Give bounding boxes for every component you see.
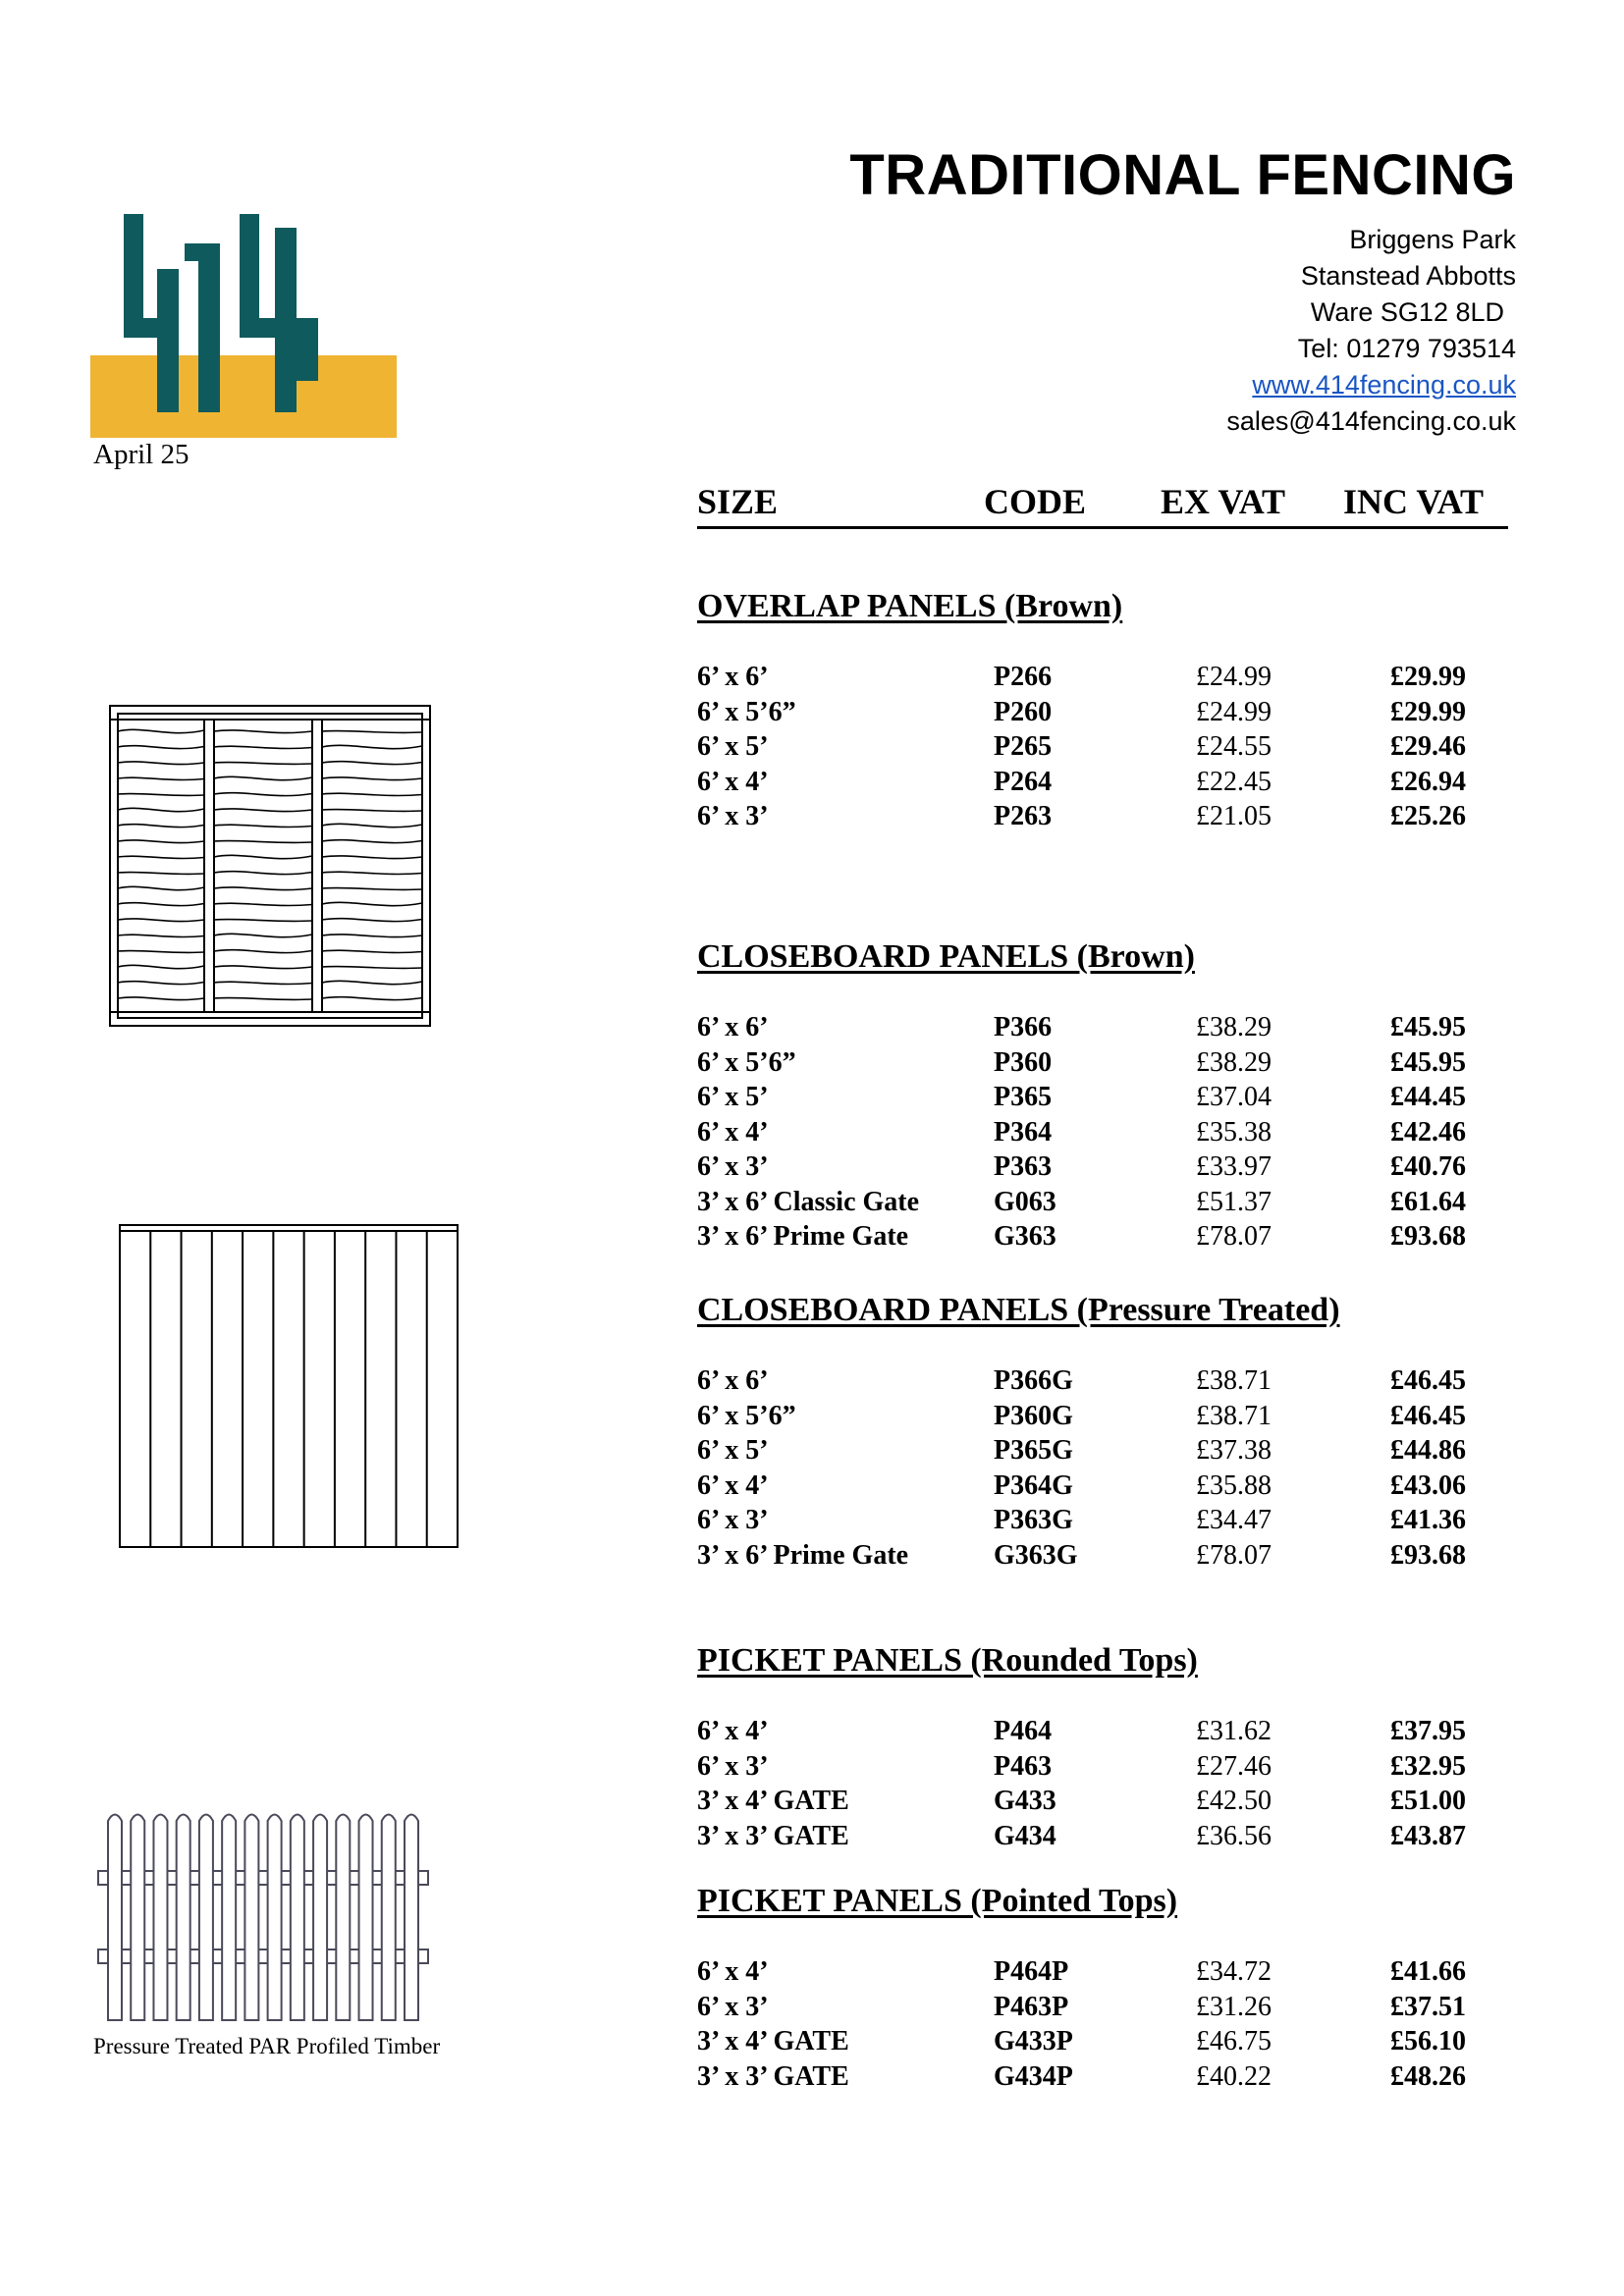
row-size: 3’ x 3’ GATE: [697, 1820, 849, 1851]
address-line-3: Ware SG12 8LD: [1310, 297, 1504, 327]
overlap-board-line: [118, 903, 204, 906]
closeboard-panel-illustration: [118, 1217, 461, 1551]
overlap-board-line: [214, 872, 312, 875]
row-ex-vat: £35.88: [1196, 1469, 1272, 1501]
price-row: [697, 1954, 1581, 1990]
row-code: G363G: [994, 1539, 1078, 1571]
picket-board: [291, 1815, 304, 2021]
column-heading-code: CODE: [984, 482, 1087, 521]
row-inc-vat: £41.36: [1390, 1505, 1466, 1535]
row-inc-vat: £45.95: [1390, 1046, 1466, 1078]
overlap-board-line: [322, 762, 422, 765]
overlap-board-line: [118, 746, 204, 749]
row-inc-vat: £48.26: [1390, 2060, 1466, 2092]
column-heading-size: SIZE: [697, 482, 779, 521]
row-code: P260: [994, 696, 1053, 727]
row-code: G363: [994, 1221, 1056, 1252]
row-code: P360: [994, 1046, 1053, 1078]
section-closeboard-panels-pressure-treated: [697, 1289, 1581, 1573]
picket-board: [382, 1815, 396, 2021]
picket-board: [131, 1815, 144, 2021]
website-link[interactable]: www.414fencing.co.uk: [1252, 370, 1516, 400]
overlap-board-line: [118, 934, 204, 936]
row-ex-vat: £24.99: [1196, 696, 1272, 727]
row-ex-vat: £37.38: [1196, 1435, 1272, 1466]
price-rows: [697, 660, 1581, 834]
row-inc-vat: £44.45: [1390, 1082, 1466, 1112]
row-size: 6’ x 5’: [697, 731, 769, 762]
price-row: [697, 695, 1581, 730]
row-inc-vat: £93.68: [1390, 1539, 1466, 1571]
company-title: TRADITIONAL FENCING: [849, 143, 1516, 207]
company-logo: [90, 208, 397, 438]
row-size: 6’ x 6’: [697, 1365, 769, 1396]
overlap-board-line: [214, 887, 312, 890]
picket-board: [153, 1815, 167, 2021]
overlap-board-line: [214, 793, 312, 796]
phone-number: Tel: 01279 793514: [1297, 334, 1516, 363]
row-inc-vat: £43.06: [1390, 1469, 1466, 1501]
address-line-2: Stanstead Abbotts: [1300, 261, 1516, 291]
row-code: P365G: [994, 1435, 1073, 1466]
row-size: 6’ x 3’: [697, 1505, 769, 1535]
row-code: G063: [994, 1186, 1056, 1217]
overlap-board-line: [322, 777, 422, 780]
price-row: [697, 2024, 1581, 2059]
row-inc-vat: £43.87: [1390, 1820, 1466, 1851]
price-row: [697, 1468, 1581, 1504]
row-size: 3’ x 4’ GATE: [697, 1786, 849, 1816]
picket-board: [336, 1815, 350, 2021]
row-ex-vat: £31.62: [1196, 1716, 1272, 1746]
price-row: [697, 799, 1581, 834]
overlap-board-line: [322, 997, 422, 1000]
price-row: [697, 2059, 1581, 2095]
row-code: G433P: [994, 2026, 1073, 2056]
price-row: [697, 1990, 1581, 2025]
row-inc-vat: £41.66: [1390, 1956, 1466, 1987]
overlap-board-line: [322, 824, 422, 827]
overlap-board-line: [214, 841, 312, 843]
price-row: [697, 1115, 1581, 1150]
picket-board: [222, 1815, 236, 2021]
price-row: [697, 1363, 1581, 1399]
row-ex-vat: £46.75: [1196, 2026, 1272, 2056]
row-size: 6’ x 4’: [697, 1116, 769, 1148]
price-row: [697, 1503, 1581, 1538]
row-code: P366G: [994, 1365, 1073, 1396]
price-row: [697, 1714, 1581, 1749]
picket-board: [268, 1815, 282, 2021]
row-inc-vat: £44.86: [1390, 1435, 1466, 1466]
overlap-board-line: [322, 856, 422, 859]
row-ex-vat: £78.07: [1196, 1539, 1272, 1571]
overlap-board-line: [322, 934, 422, 937]
overlap-board-line: [118, 997, 204, 1000]
picket-board: [108, 1815, 122, 2021]
row-size: 3’ x 6’ Classic Gate: [697, 1186, 920, 1217]
price-row: [697, 1433, 1581, 1468]
row-code: P263: [994, 801, 1053, 831]
row-size: 6’ x 5’6”: [697, 1400, 796, 1431]
overlap-board-line: [118, 729, 204, 732]
price-row: [697, 1010, 1581, 1045]
row-size: 3’ x 6’ Prime Gate: [697, 1221, 909, 1252]
overlap-board-line: [214, 998, 312, 1000]
overlap-board-line: [214, 809, 312, 812]
price-row: [697, 1219, 1581, 1255]
row-size: 6’ x 4’: [697, 1956, 769, 1987]
row-ex-vat: £27.46: [1196, 1750, 1272, 1782]
price-row: [697, 765, 1581, 800]
overlap-board-line: [118, 965, 204, 968]
address-line-1: Briggens Park: [1349, 225, 1516, 254]
picket-board: [199, 1815, 213, 2021]
row-inc-vat: £37.95: [1390, 1716, 1466, 1746]
row-code: P464: [994, 1716, 1053, 1746]
row-code: P266: [994, 662, 1053, 692]
row-inc-vat: £29.99: [1390, 696, 1466, 727]
price-row: [697, 1149, 1581, 1185]
company-address: [1226, 222, 1516, 440]
overlap-board-line: [214, 950, 312, 953]
picket-board: [313, 1815, 327, 2021]
row-code: P264: [994, 766, 1053, 797]
column-heading-ex-vat: EX VAT: [1161, 482, 1286, 521]
section-title: PICKET PANELS (Rounded Tops): [697, 1642, 1198, 1679]
email-address: sales@414fencing.co.uk: [1226, 406, 1516, 436]
row-size: 6’ x 4’: [697, 1716, 769, 1746]
picket-board: [244, 1815, 258, 2021]
overlap-board-line: [214, 825, 312, 827]
row-code: G434P: [994, 2060, 1073, 2092]
price-rows: [697, 1010, 1581, 1255]
row-ex-vat: £34.72: [1196, 1956, 1272, 1987]
section-picket-panels-rounded: [697, 1639, 1581, 1853]
row-inc-vat: £26.94: [1390, 766, 1466, 797]
row-ex-vat: £33.97: [1196, 1151, 1272, 1182]
overlap-board-line: [322, 731, 422, 733]
row-code: P265: [994, 731, 1053, 762]
row-code: P363: [994, 1151, 1053, 1182]
row-inc-vat: £61.64: [1390, 1186, 1466, 1217]
overlap-board-line: [118, 982, 204, 985]
overlap-board-line: [214, 982, 312, 984]
price-row: [697, 729, 1581, 765]
row-inc-vat: £46.45: [1390, 1365, 1466, 1396]
overlap-board-line: [118, 951, 204, 953]
overlap-board-line: [322, 872, 422, 874]
section-title: CLOSEBOARD PANELS (Brown): [697, 938, 1195, 975]
row-ex-vat: £24.99: [1196, 662, 1272, 692]
price-row: [697, 1784, 1581, 1819]
overlap-board-line: [322, 950, 422, 952]
row-code: P363G: [994, 1505, 1073, 1535]
row-code: P364: [994, 1116, 1053, 1148]
picket-board: [405, 1815, 418, 2021]
row-inc-vat: £29.99: [1390, 662, 1466, 692]
logo-base: [90, 355, 397, 438]
row-size: 6’ x 6’: [697, 1012, 769, 1042]
overlap-board-line: [322, 967, 422, 969]
row-size: 6’ x 4’: [697, 1469, 769, 1501]
overlap-board-line: [118, 856, 204, 858]
row-size: 6’ x 5’6”: [697, 1046, 796, 1078]
picket-board: [359, 1815, 373, 2021]
row-code: P360G: [994, 1400, 1073, 1431]
row-ex-vat: £31.26: [1196, 1991, 1272, 2022]
price-row: [697, 1080, 1581, 1115]
row-size: 6’ x 4’: [697, 766, 769, 797]
overlap-board-line: [118, 794, 204, 796]
price-row: [697, 1045, 1581, 1081]
row-inc-vat: £32.95: [1390, 1750, 1466, 1782]
row-ex-vat: £37.04: [1196, 1082, 1272, 1112]
overlap-board-line: [322, 745, 422, 748]
picket-board: [177, 1815, 190, 2021]
row-ex-vat: £24.55: [1196, 731, 1272, 762]
section-closeboard-panels-brown: [697, 935, 1581, 1255]
row-ex-vat: £38.29: [1196, 1046, 1272, 1078]
price-row: [697, 1819, 1581, 1854]
overlap-board-line: [214, 920, 312, 922]
picket-illustration-caption: Pressure Treated PAR Profiled Timber: [93, 2034, 441, 2058]
row-code: P463: [994, 1750, 1053, 1782]
row-inc-vat: £56.10: [1390, 2026, 1466, 2056]
section-title: OVERLAP PANELS (Brown): [697, 588, 1123, 624]
section-picket-panels-pointed: [697, 1880, 1581, 2094]
row-size: 3’ x 4’ GATE: [697, 2026, 849, 2056]
overlap-board-line: [322, 902, 422, 905]
row-ex-vat: £78.07: [1196, 1221, 1272, 1252]
row-inc-vat: £45.95: [1390, 1012, 1466, 1042]
overlap-board-line: [118, 762, 204, 765]
row-size: 6’ x 3’: [697, 1151, 769, 1182]
overlap-board-line: [118, 825, 204, 828]
overlap-board-line: [322, 840, 422, 843]
row-code: P463P: [994, 1991, 1069, 2022]
price-row: [697, 1538, 1581, 1574]
row-code: P464P: [994, 1956, 1069, 1987]
price-rows: [697, 1363, 1581, 1573]
row-ex-vat: £42.50: [1196, 1786, 1272, 1816]
overlap-board-line: [214, 903, 312, 905]
overlap-board-line: [322, 888, 422, 890]
row-size: 6’ x 5’6”: [697, 696, 796, 727]
row-ex-vat: £38.71: [1196, 1365, 1272, 1396]
picket-panel-illustration: [96, 1802, 430, 2024]
row-size: 6’ x 3’: [697, 1991, 769, 2022]
row-ex-vat: £38.71: [1196, 1400, 1272, 1431]
overlap-board-line: [214, 776, 312, 779]
row-inc-vat: £42.46: [1390, 1116, 1466, 1148]
overlap-board-line: [118, 840, 204, 843]
column-headings: [697, 481, 1508, 529]
row-code: G434: [994, 1820, 1056, 1851]
row-size: 6’ x 3’: [697, 801, 769, 831]
row-size: 3’ x 3’ GATE: [697, 2060, 849, 2092]
overlap-board-line: [118, 777, 204, 779]
price-list-date: April 25: [93, 439, 189, 470]
row-ex-vat: £36.56: [1196, 1820, 1272, 1851]
section-title: CLOSEBOARD PANELS (Pressure Treated): [697, 1292, 1340, 1328]
row-size: 6’ x 5’: [697, 1435, 769, 1466]
row-ex-vat: £51.37: [1196, 1186, 1272, 1217]
overlap-board-line: [214, 763, 312, 765]
row-code: G433: [994, 1786, 1056, 1816]
row-ex-vat: £38.29: [1196, 1012, 1272, 1042]
row-ex-vat: £35.38: [1196, 1116, 1272, 1148]
price-rows: [697, 1714, 1581, 1853]
overlap-board-line: [214, 730, 312, 733]
row-ex-vat: £21.05: [1196, 801, 1272, 831]
overlap-board-line: [118, 919, 204, 922]
row-inc-vat: £37.51: [1390, 1991, 1466, 2022]
overlap-panel-illustration: [106, 702, 434, 1030]
price-row: [697, 660, 1581, 695]
price-row: [697, 1185, 1581, 1220]
price-row: [697, 1399, 1581, 1434]
price-row: [697, 1749, 1581, 1785]
row-ex-vat: £22.45: [1196, 766, 1272, 797]
overlap-board-line: [322, 919, 422, 922]
row-inc-vat: £29.46: [1390, 731, 1466, 762]
logo-base-block: [90, 355, 397, 438]
overlap-board-line: [214, 934, 312, 936]
overlap-board-line: [214, 746, 312, 748]
section-title: PICKET PANELS (Pointed Tops): [697, 1883, 1178, 1919]
row-code: P365: [994, 1082, 1053, 1112]
price-rows: [697, 1954, 1581, 2094]
row-ex-vat: £40.22: [1196, 2060, 1272, 2092]
row-size: 6’ x 5’: [697, 1082, 769, 1112]
row-inc-vat: £40.76: [1390, 1151, 1466, 1182]
column-heading-inc-vat: INC VAT: [1343, 482, 1485, 521]
section-overlap-panels-brown: [697, 585, 1581, 834]
row-inc-vat: £46.45: [1390, 1400, 1466, 1431]
row-size: 6’ x 3’: [697, 1750, 769, 1782]
overlap-board-line: [214, 855, 312, 858]
row-inc-vat: £25.26: [1390, 801, 1466, 831]
overlap-board-line: [322, 810, 422, 812]
row-inc-vat: £93.68: [1390, 1221, 1466, 1252]
row-size: 3’ x 6’ Prime Gate: [697, 1539, 909, 1571]
overlap-board-line: [118, 808, 204, 811]
row-code: P364G: [994, 1469, 1073, 1501]
overlap-board-line: [214, 966, 312, 969]
overlap-board-line: [118, 886, 204, 889]
row-size: 6’ x 6’: [697, 662, 769, 692]
row-inc-vat: £51.00: [1390, 1786, 1466, 1816]
row-ex-vat: £34.47: [1196, 1505, 1272, 1535]
overlap-board-line: [322, 981, 422, 984]
overlap-board-line: [118, 873, 204, 875]
row-code: P366: [994, 1012, 1053, 1042]
overlap-board-line: [322, 793, 422, 795]
